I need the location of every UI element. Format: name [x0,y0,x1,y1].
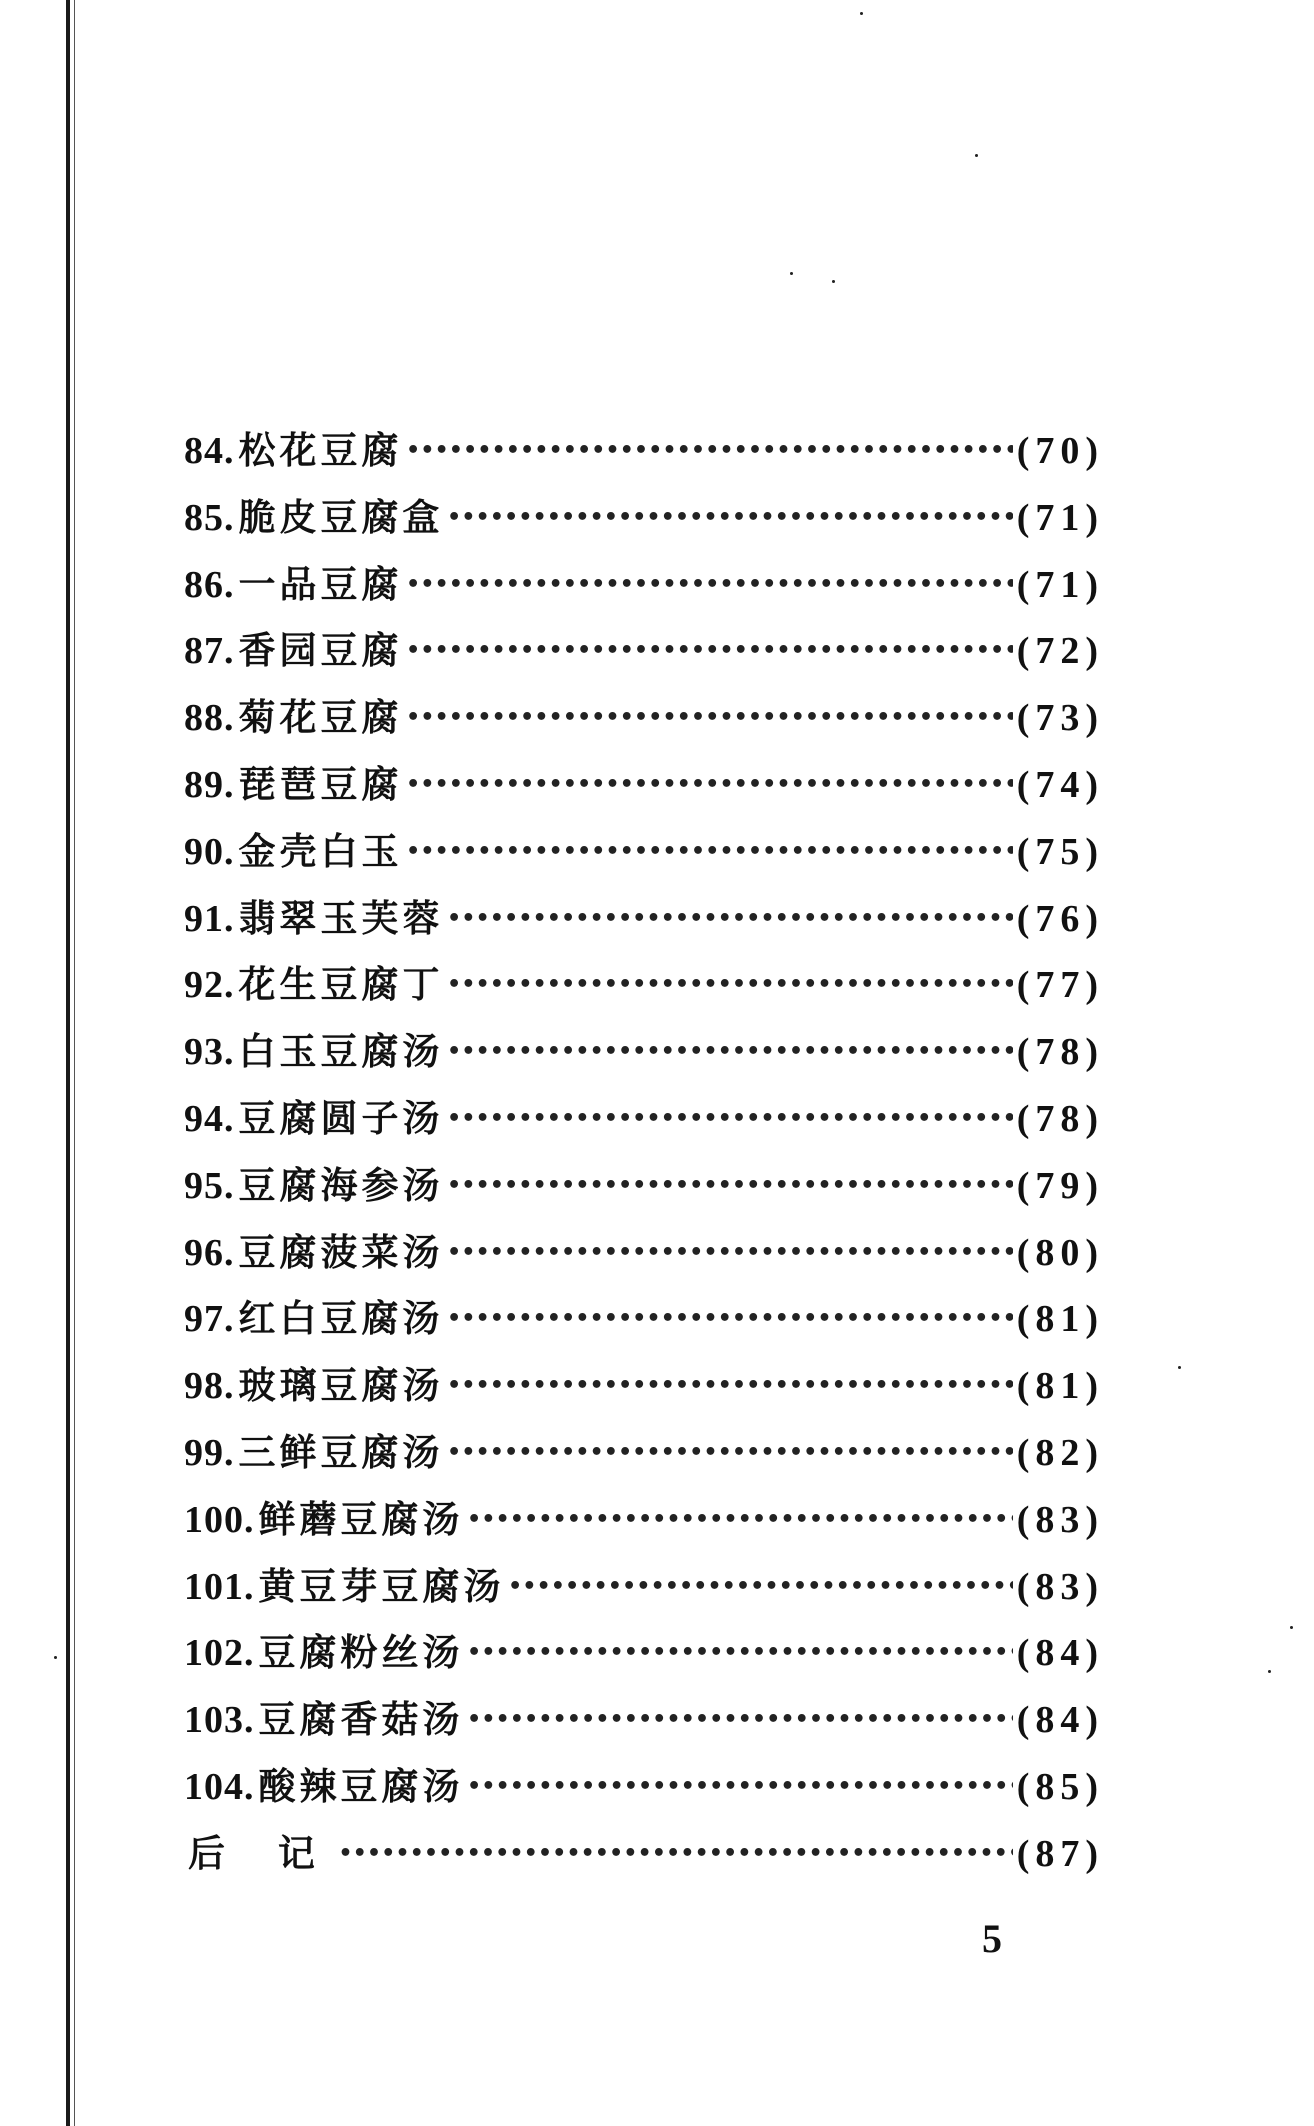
toc-entry-title: 琵琶豆腐 [238,762,403,806]
toc-entry[interactable] [184,1222,1104,1289]
toc-entry-page: (71) [1016,496,1104,539]
toc-entry[interactable] [184,1021,1104,1088]
toc-entry[interactable] [184,487,1104,554]
toc-entry[interactable] [184,1489,1104,1556]
toc-entry-number: 89. [184,763,235,806]
toc-entry-title: 豆腐圆子汤 [238,1096,444,1140]
toc-entry-title: 黄豆芽豆腐汤 [258,1564,505,1608]
toc-entry[interactable] [184,754,1104,821]
toc-dot-leader [448,1173,1013,1198]
toc-entry-title: 豆腐海参汤 [238,1163,444,1207]
toc-dot-leader [448,1440,1013,1465]
toc-entry-title: 鲜蘑豆腐汤 [258,1497,464,1541]
toc-entry-number: 95. [184,1164,235,1207]
scan-speck [1290,1626,1293,1629]
toc-entry-title: 一品豆腐 [238,562,403,606]
toc-dot-leader [468,1774,1013,1799]
toc-entry[interactable] [184,620,1104,687]
toc-entry-page: (77) [1016,964,1104,1007]
toc-entry-page: (79) [1016,1164,1104,1207]
scan-speck [54,1656,57,1659]
toc-entry-title: 三鲜豆腐汤 [238,1430,444,1474]
toc-entry[interactable] [184,1088,1104,1155]
toc-entry-title: 翡翠玉芙蓉 [238,896,444,940]
toc-dot-leader [468,1640,1013,1665]
scan-speck [832,280,835,283]
toc-entry-page: (83) [1016,1565,1104,1608]
toc-entry-number: 100. [184,1498,255,1541]
toc-entry-title: 酸辣豆腐汤 [258,1764,464,1808]
toc-entry-title: 红白豆腐汤 [238,1297,444,1341]
toc-dot-leader [448,1106,1013,1131]
toc-entry[interactable] [184,1422,1104,1489]
toc-entry-number: 88. [184,697,235,740]
toc-entry-title: 脆皮豆腐盒 [238,495,444,539]
toc-dot-leader [448,1039,1013,1064]
toc-dot-leader [407,772,1013,797]
toc-dot-leader [509,1574,1013,1599]
toc-entry-title: 后 记 [188,1831,335,1875]
toc-entry-title: 花生豆腐丁 [238,963,444,1007]
toc-entry-number: 97. [184,1298,235,1341]
toc-dot-leader [448,1373,1013,1398]
toc-dot-leader [448,1306,1013,1331]
toc-entry-page: (70) [1016,430,1104,472]
toc-entry-title: 白玉豆腐汤 [238,1030,444,1074]
toc-entry[interactable] [184,888,1104,955]
toc-dot-leader [407,839,1013,864]
toc-entry-title: 菊花豆腐 [238,696,403,740]
toc-entry-number: 103. [184,1699,255,1742]
toc-entry-page: (80) [1016,1231,1104,1274]
toc-entry[interactable] [184,1155,1104,1222]
toc-entry-page: (76) [1016,897,1104,940]
toc-dot-leader [448,906,1013,931]
scan-speck [975,154,978,157]
toc-entry-number: 87. [184,630,235,673]
toc-entry-number: 84. [184,430,235,472]
toc-entry-title: 豆腐香菇汤 [258,1698,464,1742]
toc-entry-number: 104. [184,1765,255,1808]
toc-entry-number: 90. [184,830,235,873]
toc-entry-title: 松花豆腐 [238,429,403,472]
toc-entry[interactable] [184,1556,1104,1623]
toc-entry[interactable] [184,554,1104,621]
scan-speck [790,272,793,275]
toc-entry-number: 99. [184,1431,235,1474]
toc-entry-page: (73) [1016,697,1104,740]
scan-speck [1178,1366,1181,1369]
toc-entry-number: 91. [184,897,235,940]
toc-entry-number: 93. [184,1031,235,1074]
toc-entry-number: 96. [184,1231,235,1274]
toc-entry-page: (87) [1016,1832,1104,1875]
toc-entry-page: (84) [1016,1632,1104,1675]
toc-entry-page: (75) [1016,830,1104,873]
toc-dot-leader [448,1240,1013,1265]
toc-entry-title: 玻璃豆腐汤 [238,1364,444,1408]
toc-entry-number: 92. [184,964,235,1007]
page-number: 5 [982,1916,1002,1961]
page-binding-edge [66,0,70,2126]
toc-entry-page: (74) [1016,763,1104,806]
toc-entry-page: (85) [1016,1765,1104,1808]
toc-entry-number: 85. [184,496,235,539]
toc-entry-title: 豆腐菠菜汤 [238,1230,444,1274]
toc-entry[interactable] [184,420,1104,487]
toc-entry[interactable] [184,1355,1104,1422]
table-of-contents [184,420,1104,1890]
scan-speck [1268,1670,1271,1673]
toc-dot-leader [407,705,1013,730]
toc-entry-page: (82) [1016,1431,1104,1474]
toc-dot-leader [407,638,1013,663]
toc-entry-number: 102. [184,1632,255,1675]
toc-dot-leader [448,972,1013,997]
toc-entry[interactable] [184,1622,1104,1689]
toc-entry-page: (78) [1016,1031,1104,1074]
toc-entry-page: (81) [1016,1365,1104,1408]
page-binding-edge-thin [74,0,75,2126]
toc-entry-page: (81) [1016,1298,1104,1341]
toc-entry-number: 101. [184,1565,255,1608]
toc-entry-title: 豆腐粉丝汤 [258,1631,464,1675]
toc-entry-title: 香园豆腐 [238,629,403,673]
toc-entry[interactable] [184,821,1104,888]
toc-entry-number: 94. [184,1097,235,1140]
toc-entry-number: 86. [184,563,235,606]
toc-entry-afterword[interactable] [184,1823,1104,1890]
toc-entry[interactable] [184,687,1104,754]
toc-entry-page: (78) [1016,1097,1104,1140]
toc-dot-leader [407,438,1013,463]
toc-dot-leader [339,1841,1013,1866]
toc-dot-leader [448,505,1013,530]
toc-entry-page: (83) [1016,1498,1104,1541]
toc-entry-page: (72) [1016,630,1104,673]
toc-entry-page: (71) [1016,563,1104,606]
scan-speck [860,12,863,15]
toc-dot-leader [468,1507,1013,1532]
toc-dot-leader [407,572,1013,597]
toc-entry-number: 98. [184,1365,235,1408]
toc-entry[interactable] [184,1689,1104,1756]
toc-entry-title: 金壳白玉 [238,829,403,873]
toc-entry-page: (84) [1016,1699,1104,1742]
toc-dot-leader [468,1707,1013,1732]
toc-entry[interactable] [184,1288,1104,1355]
toc-entry[interactable] [184,1756,1104,1823]
toc-entry[interactable] [184,954,1104,1021]
